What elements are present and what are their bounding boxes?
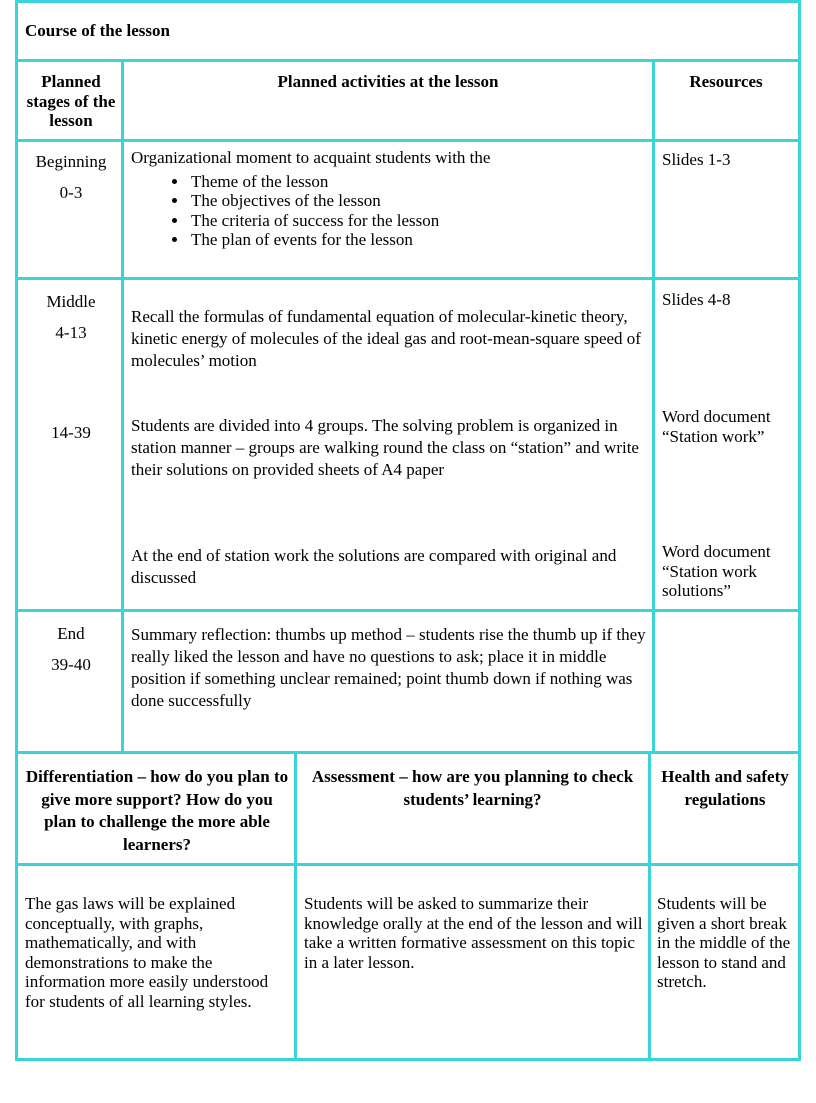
stage-label: End [57, 624, 85, 643]
resource-station-work: Word document “Station work” [662, 407, 771, 446]
stage-time: 4-13 [55, 322, 87, 342]
border-line [15, 277, 801, 280]
list-item: • The criteria of success for the lesson [189, 211, 647, 231]
border-line [15, 59, 801, 62]
activity-text: Organizational moment to acquaint students with the [131, 148, 491, 167]
stage-beginning [23, 152, 119, 202]
header-activities: Planned activities at the lesson [277, 72, 499, 91]
list-item: • Theme of the lesson [189, 172, 647, 192]
header-stages: Planned stages of the lesson [26, 72, 116, 130]
border-line [15, 609, 801, 612]
border-line [294, 751, 297, 1061]
list-item: • The objectives of the lesson [189, 191, 647, 211]
stage-label: Beginning [35, 152, 107, 171]
resource-station-solutions: Word document “Station work solutions” [662, 542, 771, 600]
resource-slides: Slides 4-8 [662, 290, 731, 309]
border-line [15, 0, 801, 3]
border-line [648, 751, 651, 1061]
list-item: • The plan of events for the lesson [189, 230, 647, 250]
border-line [15, 863, 801, 866]
differentiation-text: The gas laws will be explained conceptually, with graphs, mathematically, and with demonstrations to make the information more easily understood for students of all learning styles. [25, 894, 269, 1011]
header-resources: Resources [689, 72, 763, 91]
border-line [15, 1058, 801, 1061]
header-assessment: Assessment – how are you planning to check students’ learning? [311, 767, 634, 809]
activity-beginning [131, 148, 647, 250]
stage-time: 39-40 [51, 654, 91, 674]
lesson-plan-table [15, 0, 801, 1061]
activity-recall: Recall the formulas of fundamental equation of molecular-kinetic theory, kinetic energy of molecules of the ideal gas and root-mean-square speed of molecules’ motion [131, 307, 641, 370]
stage-time: 14-39 [51, 423, 91, 442]
health-safety-text: Students will be given a short break in the middle of the lesson to stand and stretch. [657, 894, 791, 991]
border-line [798, 0, 801, 1061]
activity-compare: At the end of station work the solutions are compared with original and discussed [131, 546, 617, 587]
stage-time: 0-3 [59, 182, 83, 202]
stage-label: Middle [46, 292, 96, 311]
course-title: Course of the lesson [25, 21, 170, 40]
stage-middle [23, 292, 119, 342]
header-differentiation: Differentiation – how do you plan to give more support? How do you plan to challenge the more able learners? [25, 767, 289, 854]
border-line [121, 59, 124, 754]
resource-beginning: Slides 1-3 [662, 150, 731, 169]
border-line [652, 59, 655, 754]
objectives-list [131, 172, 647, 250]
assessment-text: Students will be asked to summarize their knowledge orally at the end of the lesson and will take a written formative assessment on this topic in a later lesson. [304, 894, 643, 972]
activity-reflection: Summary reflection: thumbs up method – students rise the thumb up if they really liked the lesson and have no questions to ask; place it in middle position if something unclear remained; point thumb down if nothing was done successfully [131, 625, 646, 710]
border-line [15, 751, 801, 754]
border-line [15, 139, 801, 142]
activity-stations: Students are divided into 4 groups. The solving problem is organized in station manner – groups are walking round the class on “station” and write their solutions on provided sheets of A4 paper [131, 416, 639, 479]
header-health-safety: Health and safety regulations [661, 767, 789, 809]
stage-end [23, 624, 119, 674]
border-line [15, 0, 18, 1061]
